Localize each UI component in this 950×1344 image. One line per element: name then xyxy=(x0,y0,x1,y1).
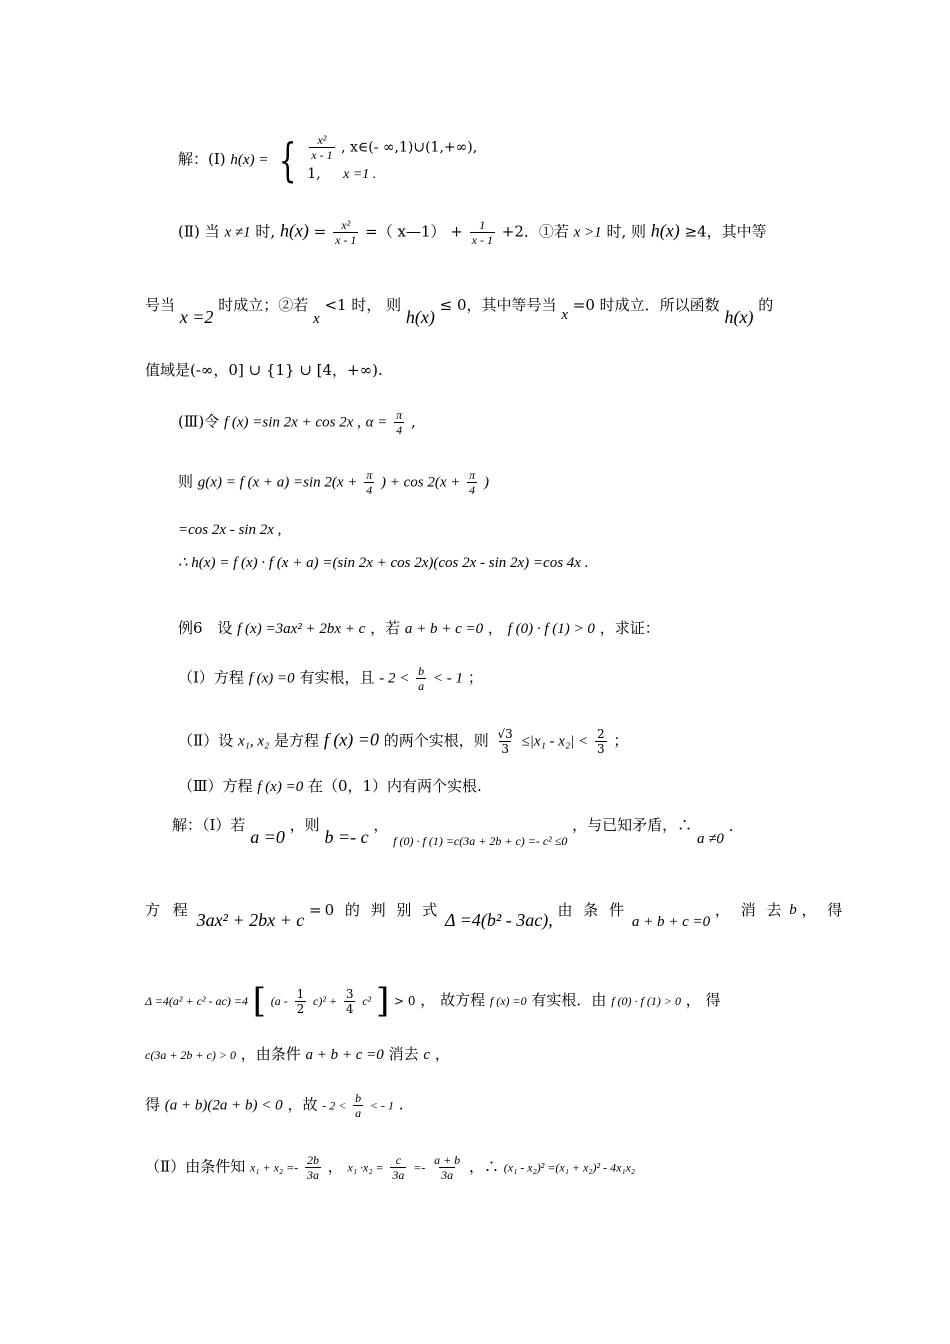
fraction-c-over-3a: $\frac{c}{3a}$ xyxy=(392,1153,405,1182)
fraction-x2-over-x-1: $\frac{\text{x²}}{x - 1}$ xyxy=(335,218,357,247)
h-lhs: h(x) = xyxy=(230,152,269,168)
case-1-domain: , x∈(- ∞,1)∪(1,+∞), xyxy=(341,139,478,156)
case-1 xyxy=(307,133,477,162)
h-product-line: ∴ h(x) = f (x) · f (x + a) =(sin 2x + cos 2x)(cos 2x - sin 2x) =cos 4x . xyxy=(178,555,589,571)
part-3-line: (Ⅲ)令 f (x) =sin 2x + cos 2x , α = $\frac{\pi}{4}$ , xyxy=(178,408,416,437)
fraction-sqrt3-over-3: $\frac{√3}{3}$ xyxy=(497,727,513,756)
fraction-pi-over-4: $\frac{\pi}{4}$ xyxy=(366,468,373,497)
g-line-2: =cos 2x - sin 2x , xyxy=(178,522,282,538)
right-bracket-icon: ] xyxy=(375,981,390,1021)
solution-1-prefix: 解：(Ⅰ) xyxy=(178,150,226,168)
example-6-header: 例6 设 f (x) =3ax² + 2bx + c ，若 a + b + c =0 ， f (0) · f (1) > 0 ，求证： xyxy=(178,619,660,637)
fraction-2b-over-3a: $\frac{2b}{3a}$ xyxy=(306,1153,319,1182)
fraction-b-over-a: $\frac{b}{a}$ xyxy=(418,664,425,693)
case-1-fraction: $\frac{\text{x²}}{x - 1}$ xyxy=(311,133,333,162)
piecewise-cases xyxy=(307,133,477,187)
part-2-line-1: (Ⅱ) 当 x ≠1 时, h(x) = $\frac{\text{x²}}{x - 1}$ =（ x—1） + $\frac{1}{x - 1}$ +2．①若 x >1 时, 则 h(x) ≥4，其中等 xyxy=(178,218,767,247)
range-line: 值域是(-∞，0] ∪ {1} ∪ [4，+∞). xyxy=(145,361,383,379)
case-2 xyxy=(307,162,477,187)
solution-delta-expansion: Δ =4(a² + c² - ac) =4 [ (a - $\frac{1}{2}$ c)² + $\frac{3}{4}$ c² ] > 0 ， 故方程 f (x) =0 有实根．由 f (0) · f (1) > 0 ， 得 xyxy=(145,981,721,1021)
left-brace-icon: { xyxy=(279,133,297,187)
fraction-pi-over-4: $\frac{\pi}{4}$ xyxy=(396,408,403,437)
solution-ratio-bound: 得 (a + b)(2a + b) < 0 ，故 - 2 < $\frac{b}{a}$ < - 1 . xyxy=(145,1091,404,1120)
fraction-3-over-4: $\frac{3}{4}$ xyxy=(345,986,354,1016)
question-1: （Ⅰ）方程 f (x) =0 有实根，且 - 2 < $\frac{b}{a}$ < - 1 ； xyxy=(178,664,483,693)
solution-discriminant: 方 程 3ax² + 2bx + c =0 的 判 别 式 Δ =4(b² - 3ac), 由 条 件 a + b + c =0 ， 消 去 b ， 得 xyxy=(145,901,846,930)
fraction-1-over-x-1: $\frac{1}{x - 1}$ xyxy=(471,218,493,247)
example-label: 例6 xyxy=(178,619,203,637)
fraction-a-plus-b-over-3a: $\frac{a + b}{3a}$ xyxy=(434,1153,461,1182)
solution-1-piecewise xyxy=(178,133,477,187)
question-3: （Ⅲ）方程 f (x) =0 在（0，1）内有两个实根. xyxy=(178,777,482,795)
part-2-line-2: 号当 x =2 时成立；②若 x <1 时， 则 h(x) ≤ 0，其中等号当 x =0 时成立．所以函数 h(x) 的 xyxy=(145,296,774,327)
g-line: 则 g(x) = f (x + a) =sin 2(x + $\frac{\pi}{4}$ ) + cos 2(x + $\frac{\pi}{4}$ ) xyxy=(178,468,489,497)
fraction-2-over-3: $\frac{2}{3}$ xyxy=(596,727,605,756)
solution-part-1: 解：（Ⅰ）若 a =0 ，则 b =- c ， $_{f (0) \cdot f (1) =c(3a + 2b + c) =- c^2 \le 0}$ ，与已知矛盾，∴ a ≠0 . xyxy=(172,816,734,848)
solution-part-2: （Ⅱ）由条件知 x₁ + x₂ =- $\frac{2b}{3a}$ ， x₁ ·x₂ = $\frac{c}{3a}$ =- $\frac{a + b}{3a}$ ，∴ (x₁ - x₂)² =(x₁ + x₂)² - 4x₁x₂ xyxy=(145,1153,636,1182)
case-2-domain: x =1 . xyxy=(343,167,377,182)
fraction-b-over-a: $\frac{b}{a}$ xyxy=(355,1091,362,1120)
solution-eliminate-c: c(3a + 2b + c) > 0 ，由条件 a + b + c =0 消去 c ， xyxy=(145,1045,450,1063)
question-2: （Ⅱ）设 x₁, x₂ 是方程 f (x) =0 的两个实根，则 $\frac{√3}{3}$ ≤|x₁ - x₂| < $\frac{2}{3}$ ； xyxy=(178,727,629,756)
fraction-pi-over-4: $\frac{\pi}{4}$ xyxy=(469,468,476,497)
left-bracket-icon: [ xyxy=(252,981,267,1021)
fraction-1-over-2: $\frac{1}{2}$ xyxy=(296,986,305,1016)
case-2-value: 1, xyxy=(307,166,321,182)
